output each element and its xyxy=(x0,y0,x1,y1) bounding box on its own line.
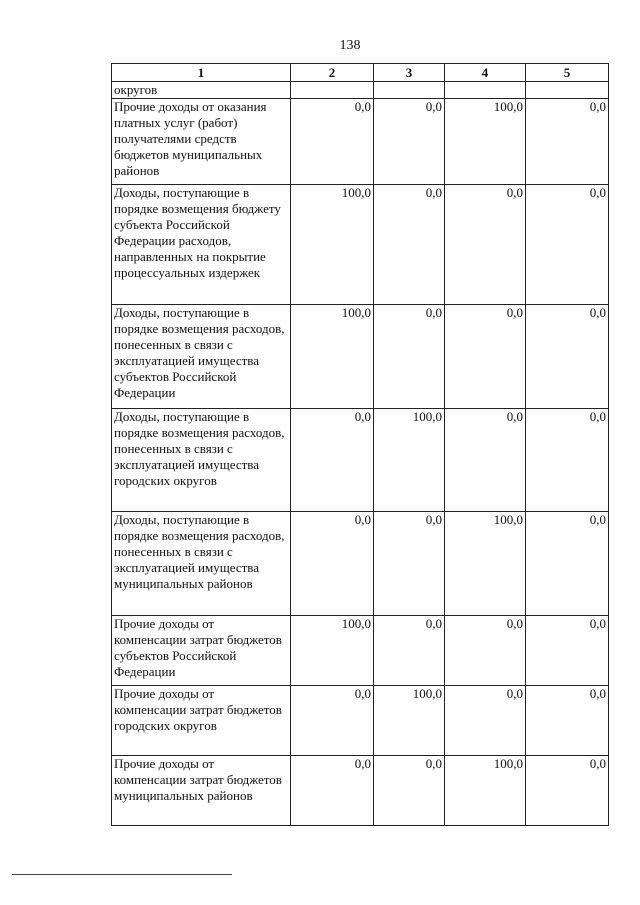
cell-col-5: 0,0 xyxy=(526,185,609,305)
table-row xyxy=(112,409,609,512)
row-label: Прочие доходы от компенсации затрат бюджетов субъектов Российской Федерации xyxy=(112,616,291,686)
footnote-separator xyxy=(12,874,232,875)
cell-col-4: 0,0 xyxy=(445,185,526,305)
table-row xyxy=(112,185,609,305)
cell-col-4: 0,0 xyxy=(445,616,526,686)
cell-col-5: 0,0 xyxy=(526,512,609,616)
cell-col-2: 100,0 xyxy=(291,616,374,686)
cell-col-4 xyxy=(445,82,526,99)
cell-col-5: 0,0 xyxy=(526,756,609,826)
table-row xyxy=(112,756,609,826)
table-row xyxy=(112,686,609,756)
cell-col-5: 0,0 xyxy=(526,686,609,756)
cell-col-3: 100,0 xyxy=(374,409,445,512)
cell-col-2: 0,0 xyxy=(291,512,374,616)
table-row xyxy=(112,616,609,686)
cell-col-3: 0,0 xyxy=(374,305,445,409)
cell-col-3 xyxy=(374,82,445,99)
cell-col-5: 0,0 xyxy=(526,99,609,185)
cell-col-3: 0,0 xyxy=(374,99,445,185)
cell-col-4: 100,0 xyxy=(445,99,526,185)
cell-col-5: 0,0 xyxy=(526,616,609,686)
cell-col-4: 0,0 xyxy=(445,409,526,512)
column-header-4: 4 xyxy=(445,64,526,82)
budget-table xyxy=(111,63,609,826)
cell-col-3: 0,0 xyxy=(374,756,445,826)
row-label: Доходы, поступающие в порядке возмещения расходов, понесенных в связи с эксплуатацией имущества субъектов Российской Федерации xyxy=(112,305,291,409)
cell-col-2: 100,0 xyxy=(291,185,374,305)
cell-col-4: 100,0 xyxy=(445,512,526,616)
cell-col-2: 0,0 xyxy=(291,409,374,512)
cell-col-2: 100,0 xyxy=(291,305,374,409)
table-row xyxy=(112,99,609,185)
table-row xyxy=(112,512,609,616)
cell-col-2: 0,0 xyxy=(291,99,374,185)
column-header-3: 3 xyxy=(374,64,445,82)
cell-col-2: 0,0 xyxy=(291,756,374,826)
row-label: Доходы, поступающие в порядке возмещения расходов, понесенных в связи с эксплуатацией имущества городских округов xyxy=(112,409,291,512)
cell-col-5: 0,0 xyxy=(526,305,609,409)
cell-col-4: 100,0 xyxy=(445,756,526,826)
cell-col-4: 0,0 xyxy=(445,305,526,409)
row-label: округов xyxy=(112,82,291,99)
column-header-5: 5 xyxy=(526,64,609,82)
cell-col-4: 0,0 xyxy=(445,686,526,756)
cell-col-3: 100,0 xyxy=(374,686,445,756)
row-label: Прочие доходы от оказания платных услуг (работ) получателями средств бюджетов муниципальных районов xyxy=(112,99,291,185)
cell-col-5 xyxy=(526,82,609,99)
cell-col-2 xyxy=(291,82,374,99)
cell-col-3: 0,0 xyxy=(374,512,445,616)
column-header-1: 1 xyxy=(112,64,291,82)
header-row xyxy=(112,64,609,82)
table-row xyxy=(112,305,609,409)
cell-col-3: 0,0 xyxy=(374,185,445,305)
cell-col-2: 0,0 xyxy=(291,686,374,756)
row-label: Прочие доходы от компенсации затрат бюджетов городских округов xyxy=(112,686,291,756)
column-header-2: 2 xyxy=(291,64,374,82)
row-label: Доходы, поступающие в порядке возмещения расходов, понесенных в связи с эксплуатацией имущества муниципальных районов xyxy=(112,512,291,616)
cell-col-5: 0,0 xyxy=(526,409,609,512)
table-row xyxy=(112,82,609,99)
page-number: 138 xyxy=(339,38,361,53)
cell-col-3: 0,0 xyxy=(374,616,445,686)
row-label: Прочие доходы от компенсации затрат бюджетов муниципальных районов xyxy=(112,756,291,826)
row-label: Доходы, поступающие в порядке возмещения бюджету субъекта Российской Федерации расходов, направленных на покрытие процессуальных издержек xyxy=(112,185,291,305)
